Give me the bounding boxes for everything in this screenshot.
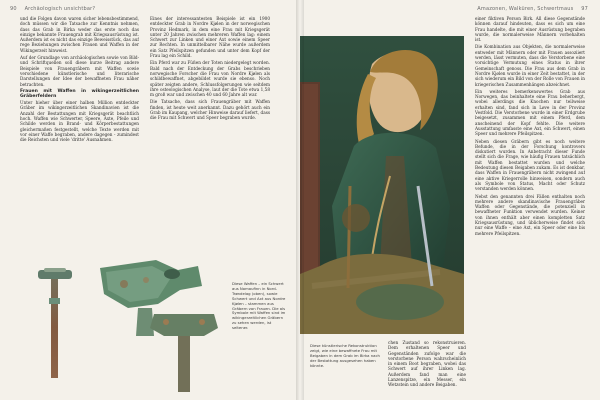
- left-col2-paragraph: Die Tatsache, dass sich Frauengräber mit Waffen finden, ist heute weit anerkannt. Dazu gehört auch ein Grab im Kaupang, welcher Hinweise darauf liefert, dass die Frau mit Schwert und Speer begraben wurde.: [150, 99, 270, 121]
- right-col-paragraph: Ein weiteres bemerkenswertes Grab aus Norwegen, das beinhaltete eine Frau beherbergt, wobei allerdings die Knochen nur teilweise erhalten sind, fand sich in Løve in der Provinz Vestfold. Die Verstorbene wurde in einer Erdgrube beigesetzt, zusammen mit einem Pferd, dem anscheinend der Kopf fehlte. Die weitere Ausstattung umfasste eine Axt, ein Schwert, einen Speer und mehrere Pfeilspitzen.: [475, 88, 585, 137]
- left-running-head: [10, 6, 95, 12]
- right-center-paragraph: chen Zustand so rekonstruieren. Dem erhaltenen Speer und Gegenständen zufolge war die verstorbene Person wahrscheinlich in einem Boot begraben, wobei das Schwert auf ihrer Linken lag. Außerdem fand man eine Lanzenspitze, ein Messer, ein Wetzstein und andere Beigaben.: [388, 340, 466, 388]
- right-center-column: [388, 340, 466, 392]
- sword-fragment-image: [30, 268, 80, 383]
- weapon-pommel-image: [144, 308, 224, 398]
- right-running-head: [477, 6, 588, 12]
- left-col1-paragraph: Unter hieher über einer halben Million entdeckter Gräber im wikingerzeitlichen Skandinavien ist die Anzahl der Bestattungen mit Kriegsgerät beachtlich hoch. Waffen wie Schwerter, Speere, Äxte, Pfeile und Schilde werden in Brand- und Körperbestattungen gleichermaßen festgestellt, welche Texte werden mit vor einer Waffe begraben, andere dagegen - zumindest die Reichsten und viele 'dritte' Ausnahmen.: [20, 100, 139, 143]
- left-col2-paragraph: Eines der interessantesten Beispiele ist ein 1900 entdeckter Grab in Nordre Kjølen in der norwegischen Provinz Hedmark, in dem eine Frau mit Kriegsgerät unter 20 Jahren zwischen mehreren Waffen lag: einem Schwert zur Linken und einer Axt sowie einem Speer zur Rechten. In unmittelbarer Nähe wurde außerdem ein Satz Pfeilspitzen gefunden und unter dem Kopf der Frau lag ein Schild.: [150, 16, 270, 59]
- warrior-woman-painting: [300, 36, 464, 334]
- left-col1-paragraph: Auf der Grundlage von archäologischen sowie von Bild- und Schriftquellen soll diese kurze Beitrag andere Beispiele von Frauengräbern mit Waffen sowie verschiedene künstlerische und literarische Darstellungen der Idee der bewaffneten Frau näher betrachten.: [20, 55, 139, 87]
- right-col-paragraph: Die Kombination aus Objekten, die normalerweise entweder mit Männern oder mit Frauen assoziiert werden, lässt vermuten, dass die Verstorbene eine vorsichtige Vermutung eines Status in ihrer Gemeinschaft genoss. Die Frau aus dem Grab in Nordre Kjølen wurde in einer Zeit bestattet, in der sich wiederum ein Bild von der Rolle von Frauen in kriegerischen Zusammenhängen abzeichnet.: [475, 44, 585, 87]
- right-col-paragraph: Nebst den genannten drei Fällen enthalten noch mehrere andere skandinavische Frauengräber Waffen oder Gegenstände, die potenziell in bewaffneter Funktion verwendet wurden. Keiner von ihnen enthält aber einen kompletten Satz Kriegsausrüstung, und üblicherweise findet sich nur eine Waffe – eine Axt, ein Speer oder eine bis mehrere Pfeilspitzen.: [475, 193, 585, 236]
- left-page-number: 90: [10, 6, 17, 12]
- left-section-subhead: Frauen mit Waffen in wikingerzeitlichen Gräberfeldern: [20, 88, 139, 100]
- right-column: [475, 16, 585, 392]
- left-col1-paragraph: und die Folgen davon waren sicher lebensbestimmend, doch müssen wir die Tatsache zur Kenntnis nehmen, dass das Grab in Birka weder das erste noch das einzige bekannte Frauengrab mit Kriegsausrüstung ist. Außerdem ist es nicht das einzige Beweisstück, das auf rege Beziehungen zwischen Frauen und Waffen in der Wikingerzeit hinweist.: [20, 16, 139, 53]
- right-page-number: 97: [581, 6, 588, 12]
- book-gutter: [296, 0, 304, 400]
- right-running-title: Amazonen, Walküren, Schwertmaus: [477, 6, 574, 12]
- left-running-title: Archäologisch unsichtbar?: [24, 6, 96, 12]
- left-column-2: [150, 16, 270, 252]
- right-col-paragraph: Neben diesen Gräbern gibt es noch weitere Befunde, die in der Forschung kontrovers diskutiert wurden. In Anbetracht dieser Funde stellt sich die Frage, wie häufig Frauen tatsächlich mit Waffen bestattet wurden und welche Bedeutung diesen Beigaben zukam. Es ist denkbar, dass Waffen in Frauengräbern nicht zwingend auf eine aktive Kriegerrolle hinweisen, sondern auch als Symbole von Status, Macht oder Schutz verstanden werden können.: [475, 138, 585, 192]
- painting-caption: Diese künstlerische Rekonstruktion zeigt, wie eine bewaffnete Frau mit Beigaben in dem Grab im Birka nach der Bestattung ausgesehen haben könnte.: [310, 343, 380, 368]
- left-column-1: [20, 16, 139, 252]
- right-page: [300, 0, 600, 400]
- left-figure-caption: Diese Waffen – ein Schwert aus Nomaufinn in Nord-Trøndelag (oben), sowie Schwert und Axt aus Nordre Kjølen – stammen aus Gräbern von Frauen. Die als Symbole mit Waffen sind im wikingerzeitlichen Gräbern zu sehen werden, ist seltener.: [232, 281, 286, 331]
- left-col2-paragraph: Ein Pferd war zu Füßen der Toten niedergelegt worden. Bald nach der Entdeckung der Grabs beschrieben norwegische Forscher die Frau von Nordre Kjølen als schildbewaffnet, abgebildet wurde sie ebenso. Noch später zeigten andere, Schlussfolgerungen wie seitdem ihre osteologischen Analyse, laut der die Tote etwa 1,58 m groß war und zwischen 40 und 60 Jahre alt war.: [150, 60, 270, 98]
- right-col-paragraph: einer fiktiven Person Birk. All diese Gegenstände können darauf hindeuten, dass es sich um eine Frau handelte, die mit einer Ausrüstung begraben wurde, die normalerweise Männern vorbehalten ist.: [475, 16, 585, 43]
